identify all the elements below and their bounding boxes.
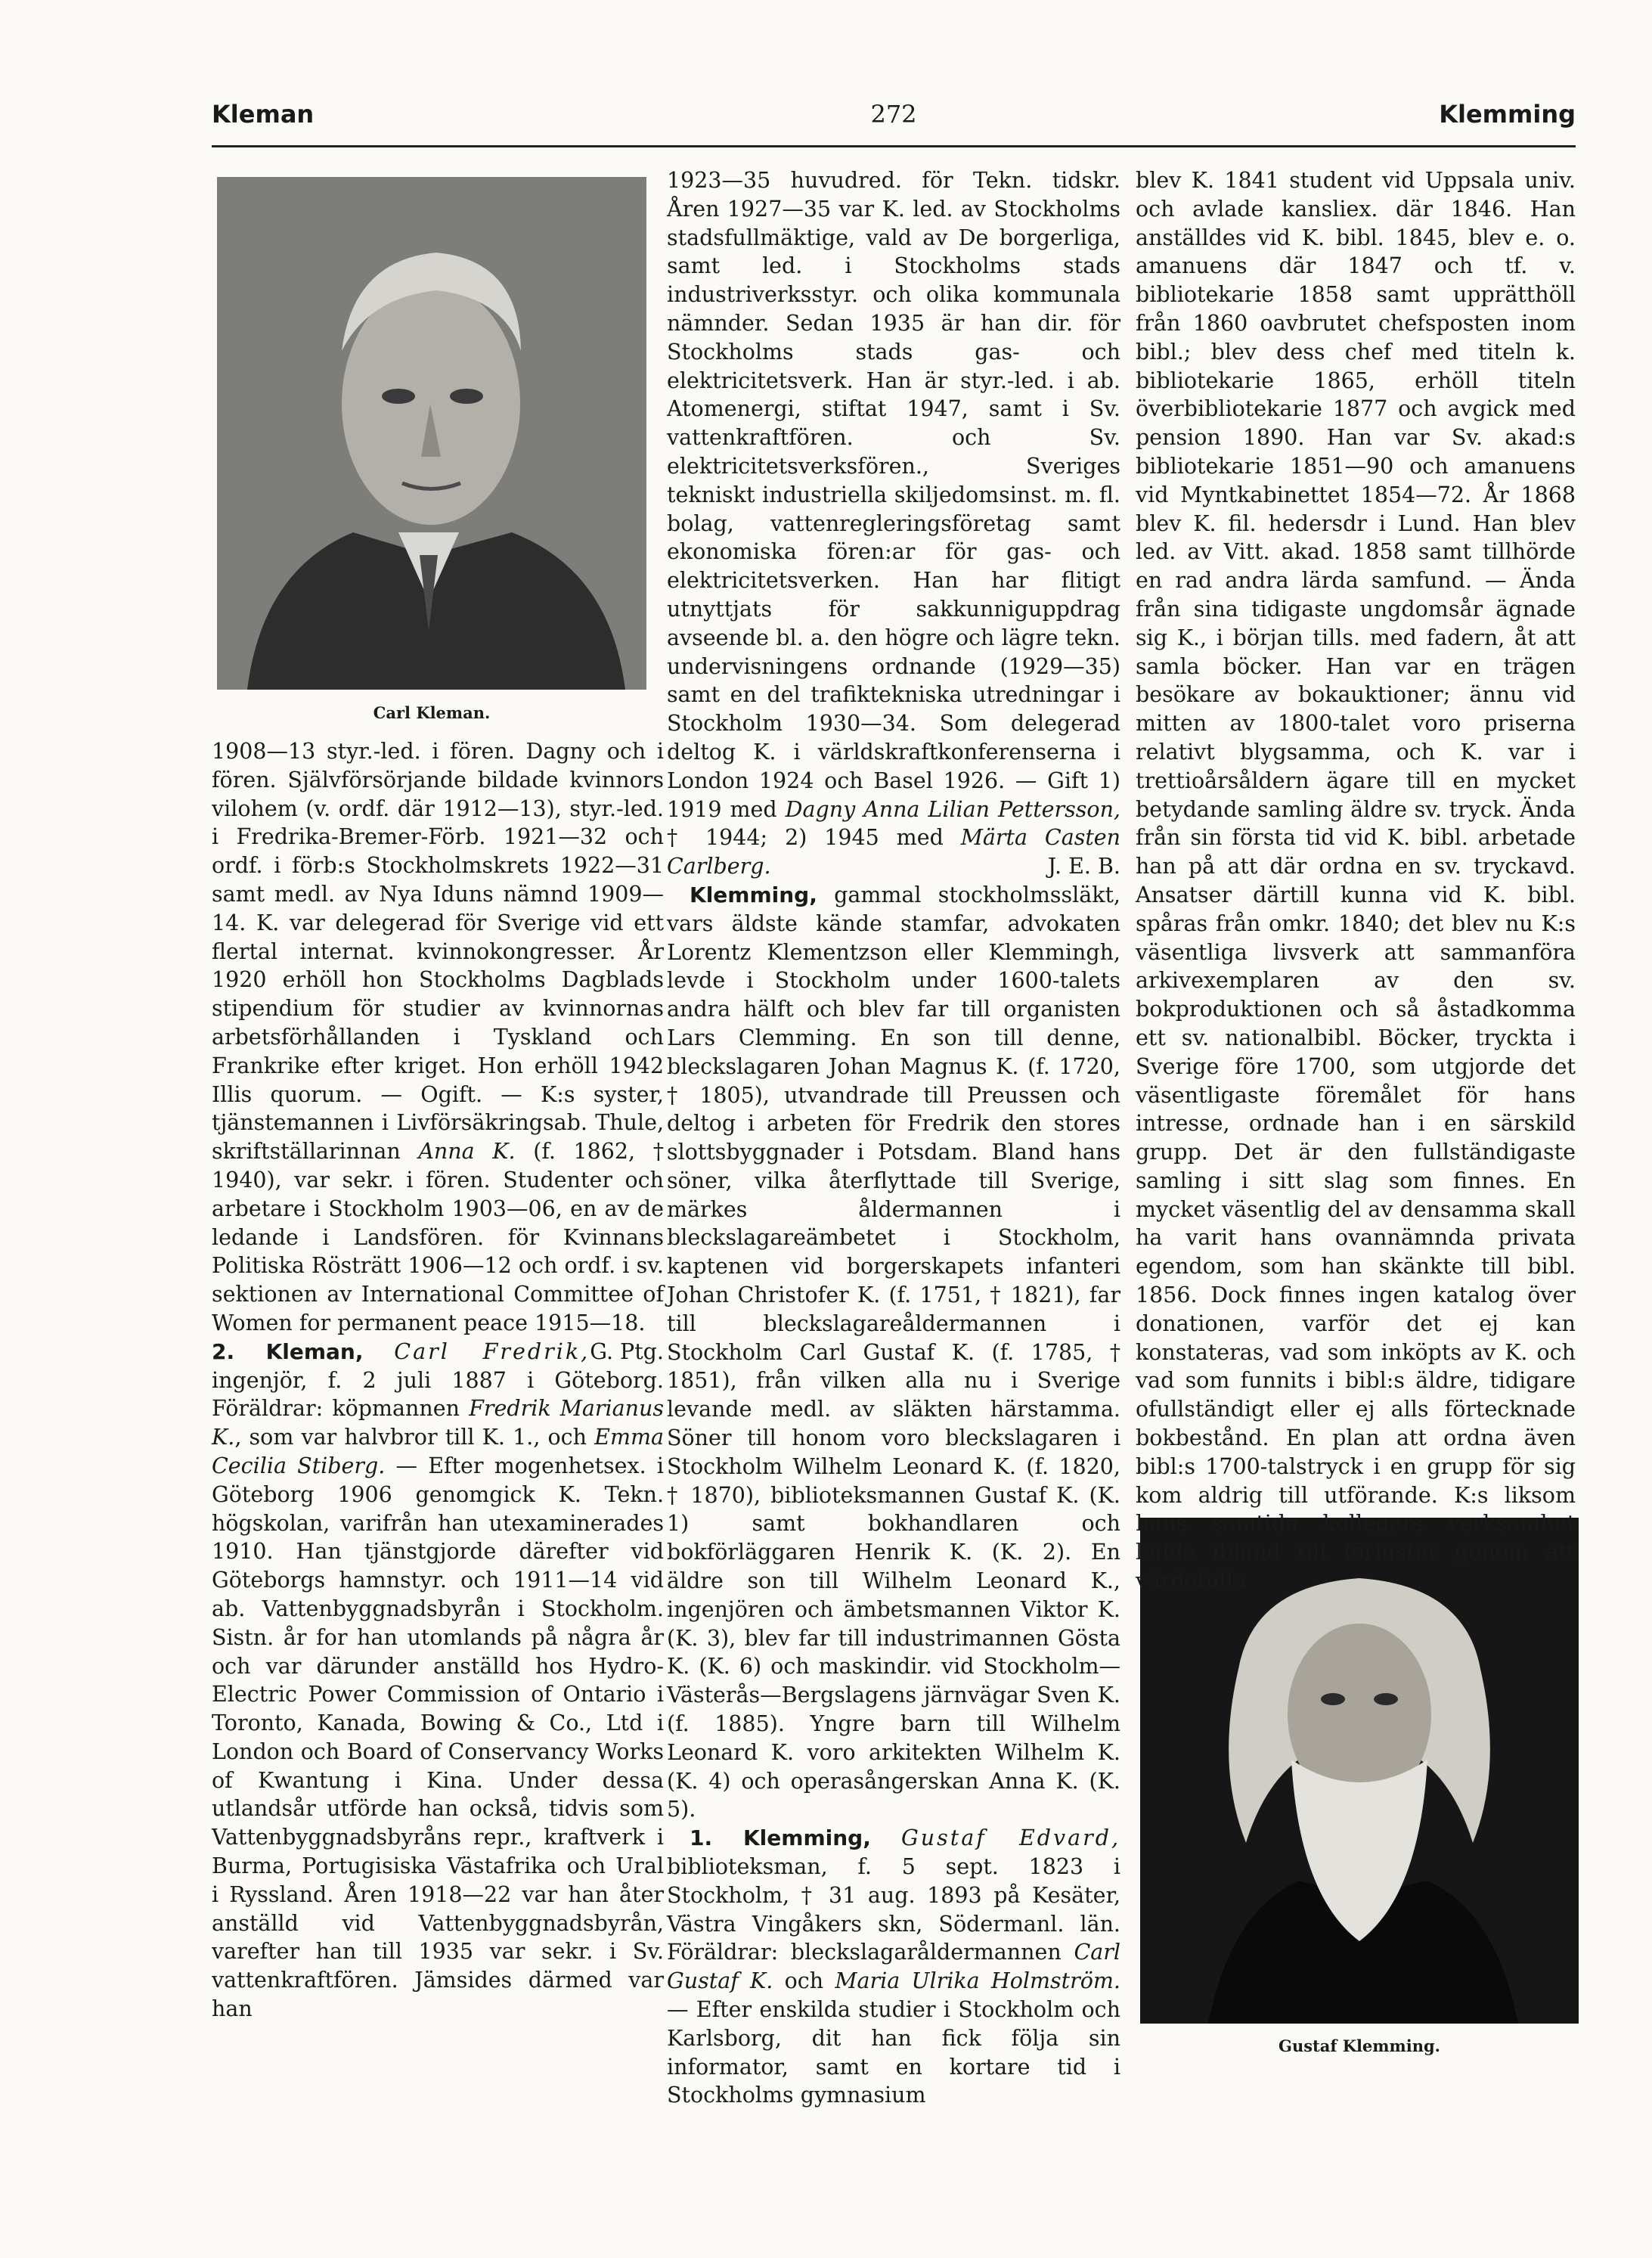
text-run: — Efter mogenhetsex. i Göteborg 1906 genomgick K. Tekn. högskolan, varifrån han utexaminerades 1910. Han tjänstgjorde därefter vid Göteborgs hamnstyr. och 1911—14 vid ab. Vattenbyggnadsbyrån i Stockholm. Sistn. år for han utomlands på några år och var därunder anställd hos Hydro-Electric Power Commission of Ontario i Toronto, Kanada, Bowing & Co., Ltd i London och Board of Conservancy Works of Kwantung i Kina. Under dessa utlandsår utförde han också, tidvis som Vattenbyggnadsbyråns repr., kraftverk i Burma, Portugisiska Västafrika och Ural i Ryssland. Åren 1918—22 var han åter anställd vid Vattenbyggnadsbyrån, varefter han till 1935 var sekr. i Sv. vattenkraftfören. Jämsides därmed var han <box>212 1453 664 2022</box>
text-run: och <box>773 1968 835 1994</box>
header-right-keyword: Klemming <box>1439 100 1576 129</box>
text-run: ingenjör, f. 2 juli 1887 i Göteborg. Föräldrar: köpmannen <box>212 1367 664 1422</box>
person-name: Carl Gustaf K. <box>667 1940 1120 1994</box>
text-run: gammal stockholmssläkt, vars äldste kände stamfar, advokaten Lorentz Klementzson eller Klemmingh, levde i Stockholm under 1600-talets andra hälft och blev far till organisten Lars Clemming. En son till denne, bleckslagaren Johan Magnus K. (f. 1720, † 1805), utvandrade till Preussen och deltog i arbeten för Fredrik den stores slottsbyggnader i Potsdam. Bland hans söner, vilka återflyttade till Sverige, märkes åldermannen i bleckslagareämbetet i Stockholm, kaptenen vid borgerskapets infanteri Johan Christofer K. (f. 1751, † 1821), far till bleckslagareåldermannen i Stockholm Carl Gustaf K. (f. 1785, † 1851), från vilken alla nu i Sverige levande medl. av släkten härstamma. Söner till honom voro bleckslagaren i Stockholm Wilhelm Leonard K. (f. 1820, † 1870), biblioteksmannen Gustaf K. (K. 1) samt bokhandlaren och bokförläggaren Henrik K. (K. 2). En äldre son till Wilhelm Leonard K., ingenjören och ämbetsmannen Viktor K. (K. 3), blev far till industrimannen Gösta K. (K. 6) och maskindir. vid Stockholm—Västerås—Bergslagens järnvägar Sven K. (f. 1885). Yngre barn till Wilhelm Leonard K. voro arkitekten Wilhelm K. (K. 4) och operasångerskan Anna K. (K. 5). <box>667 882 1120 1822</box>
portrait-photo-carl-kleman <box>217 177 646 690</box>
paragraph-kleman-continued <box>667 166 1120 881</box>
text-run: (f. 1862, † 1940), var sekr. i fören. Studenter och arbetare i Stockholm 1903—06, en av de ledande i Landsfören. för Kvinnans Politiska Rösträtt 1906—12 och ordf. i sv. sektionen av International Committee of Women for permanent peace 1915—18. <box>212 1139 664 1335</box>
person-name: Emma Cecilia Stiberg. <box>212 1425 664 1478</box>
text-run: 1908—13 styr.-led. i fören. Dagny och i fören. Självförsörjande bildade kvinnors vilohem (v. ordf. där 1912—13), styr.-led. i Fredrika-Bremer-Förb. 1921—32 och ordf. i förb:s Stockholmskrets 1922—31 samt medl. av Nya Iduns nämnd 1909—14. K. var delegerad för Sverige vid ett flertal internat. kvinnokongresser. År 1920 erhöll hon Stockholms Dagblads stipendium för studier av kvinnornas arbetsförhållanden i Tyskland och Frankrike efter kriget. Hon erhöll 1942 Illis quorum. — Ogift. — K:s syster, tjänstemannen i Livförsäkringsab. Thule, skriftställarinnan <box>212 739 664 1165</box>
page-number: 272 <box>870 100 917 129</box>
entry-heading: 2. Kleman, <box>212 1338 364 1364</box>
portrait-drawing <box>217 177 646 690</box>
page-header <box>212 100 1576 138</box>
person-name: Anna K. <box>418 1139 516 1165</box>
text-run: † 1944; 2) 1945 med <box>667 825 961 851</box>
entry-heading: Klemming, <box>690 882 817 907</box>
text-column-3 <box>1136 166 1576 1596</box>
entry-klemming-family <box>667 881 1120 1824</box>
entry-carl-kleman <box>212 1338 664 2024</box>
person-name: Maria Ulrika Holmström. <box>835 1968 1120 1994</box>
person-name: Märta Casten Carlberg. <box>667 825 1120 879</box>
author-signature: G. Ptg. <box>590 1338 664 1364</box>
text-run: , som var halvbror till K. 1., och <box>234 1425 595 1450</box>
person-name: Gustaf Edvard, <box>901 1825 1121 1851</box>
caption-gustaf-klemming: Gustaf Klemming. <box>1279 2036 1440 2055</box>
text-run: biblioteksman, f. 5 sept. 1823 i Stockholm, † 31 aug. 1893 på Kesäter, Västra Vingåkers skn, Södermanl. län. Föräldrar: bleckslagaråldermannen <box>667 1854 1120 1965</box>
text-run: 1923—35 huvudred. för Tekn. tidskr. Åren 1927—35 var K. led. av Stockholms stadsfullmäktige, vald av De borgerliga, samt led. i Stockholms stads industriverksstyr. och olika kommunala nämnder. Sedan 1935 är han dir. för Stockholms stads gas- och elektricitetsverk. Han är styr.-led. i ab. Atomenergi, stiftat 1947, samt i Sv. vattenkraftfören. och Sv. elektricitetsverksfören., Sveriges tekniskt industriella skiljedomsinst. m. fl. bolag, vattenregleringsföretag samt ekonomiska fören:ar för gas- och elektricitetsverken. Han har flitigt utnyttjats för sakkunniguppdrag avseende bl. a. den högre och lägre tekn. undervisningens ordnande (1929—35) samt en del trafiktekniska utredningar i Stockholm 1930—34. Som delegerad deltog K. i världskraftkonferenserna i London 1924 och Basel 1926. — Gift 1) 1919 med <box>667 168 1120 822</box>
header-rule <box>212 145 1576 147</box>
entry-heading: 1. Klemming, <box>690 1825 871 1851</box>
author-signature: J. E. B. <box>1047 854 1120 879</box>
person-name: Carl Fredrik, <box>394 1338 590 1364</box>
text-run: — Efter enskilda studier i Stockholm och Karlsborg, dit han fick följa sin informator, samt en kortare tid i Stockholms gymnasium <box>667 1997 1120 2108</box>
person-name: Fredrik Marianus K. <box>212 1396 664 1450</box>
text-column-1 <box>212 737 664 2024</box>
person-name: Dagny Anna Lilian Pettersson, <box>785 796 1120 822</box>
paragraph-klemming-continued: blev K. 1841 student vid Uppsala univ. och avlade kansliex. där 1846. Han anställdes vid K. bibl. 1845, blev e. o. amanuens där 1847 och tf. v. bibliotekarie 1858 samt upprätthöll från 1860 oavbrutet chefsposten inom bibl.; blev dess chef med titeln k. bibliotekarie 1865, erhöll titeln överbibliotekarie 1877 och avgick med pension 1890. Han var Sv. akad:s bibliotekarie 1851—90 och amanuens vid Myntkabinettet 1854—72. År 1868 blev K. fil. hedersdr i Lund. Han blev led. av Vitt. akad. 1858 samt tillhörde en rad andra lärda samfund. — Ända från sina tidigaste ungdomsår ägnade sig K., i början tills. med fadern, åt att samla böcker. Han var en trägen besökare av bokauktioner; ännu vid mitten av 1800-talet voro priserna relativt blygsamma, och K. var i trettioårsåldern ägare till en mycket betydande samling äldre sv. tryck. Ända från sin första tid vid K. bibl. arbetade han på att där ordna en sv. tryckavd. Ansatser därtill kunna vid K. bibl. spåras från omkr. 1840; det blev nu K:s väsentliga livsverk att sammanföra arkivexemplaren av den sv. bokproduktionen och så åstadkomma ett sv. nationalbibl. Böcker, tryckta i Sverige före 1700, som utgjorde det väsentligaste föremålet för hans intresse, ordnade han i en särskild grupp. Det är den fullständigaste samling i sitt slag som finnes. En mycket väsentlig del av densamma skall ha varit hans ovannämnda privata egendom, som han skänkte till bibl. 1856. Dock finnes ingen katalog över donationen, varför det ej kan konstateras, vad som inköpts av K. och vad som funnits i bibl:s äldre, tidigare ofullständigt eller ej alls förtecknade bokbestånd. En plan att ordna även bibl:s 1700-talstryck i en grupp för sig kom aldrig till utförande. K:s liksom hans samtida kollegers verksamhet ledde ibland till förluster genom att värdefulla <box>1136 168 1576 1594</box>
header-left-keyword: Kleman <box>212 100 315 129</box>
entry-gustaf-klemming <box>667 1824 1120 2110</box>
caption-carl-kleman: Carl Kleman. <box>373 703 491 722</box>
text-column-2 <box>667 166 1120 2110</box>
